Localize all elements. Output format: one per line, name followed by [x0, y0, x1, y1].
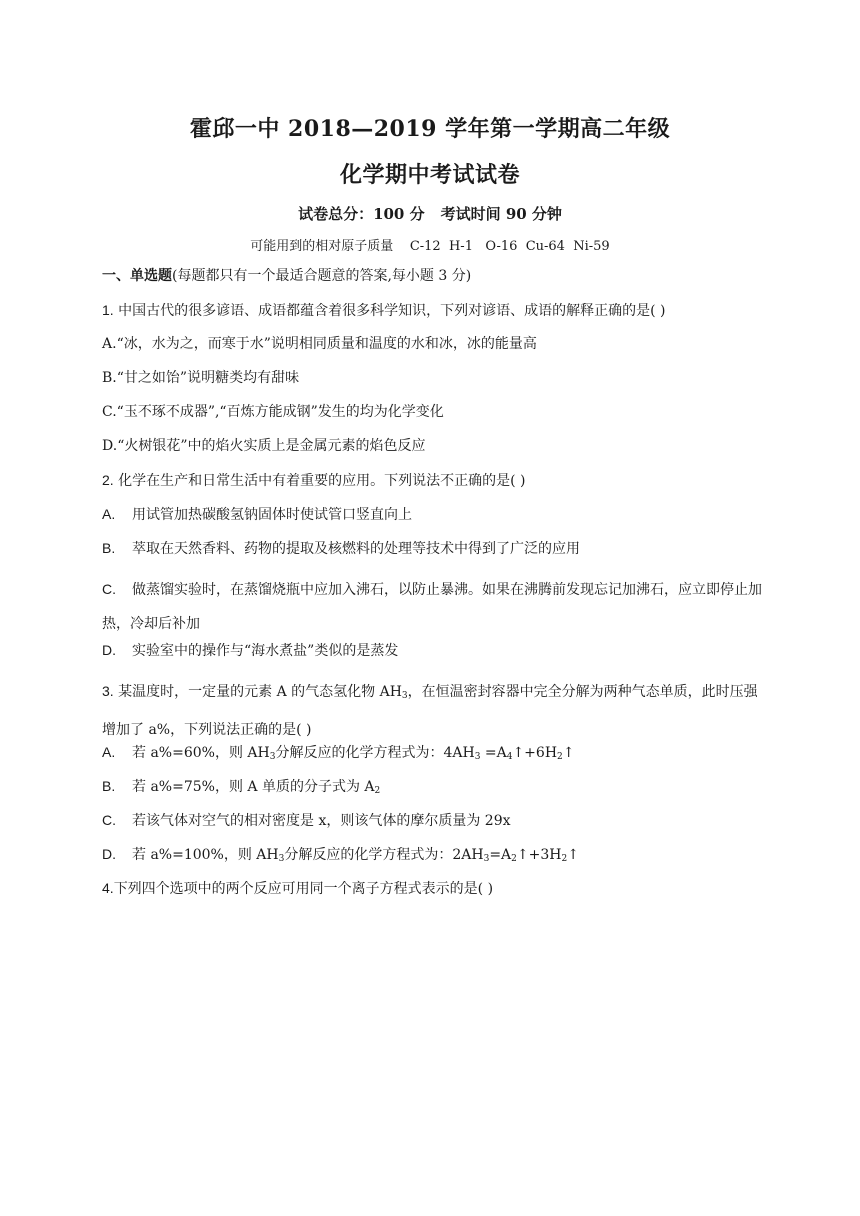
- option-letter: B.: [102, 778, 116, 794]
- total-score: 试卷总分：100 分: [298, 205, 425, 223]
- option-text: 萃取在天然香料、药物的提取及核燃料的处理等技术中得到了广泛的应用: [132, 541, 580, 557]
- atomic-masses: 可能用到的相对原子质量 C-12 H-1 O-16 Cu-64 Ni-59: [250, 239, 610, 254]
- question-3-stem: [102, 674, 770, 747]
- question-1-option-a: [102, 334, 770, 354]
- question-number: 2.: [102, 472, 114, 488]
- subscript: 3: [483, 854, 490, 864]
- question-number: 4.: [102, 880, 114, 896]
- option-text: 实验室中的操作与“海水煮盐”类似的是蒸发: [132, 643, 399, 659]
- question-1-option-c: [102, 402, 770, 422]
- question-2-stem: [102, 470, 770, 491]
- question-3-option-d: [102, 844, 770, 869]
- subscript: 3: [474, 752, 481, 762]
- subscript: 3: [269, 752, 276, 762]
- question-text: 中国古代的很多谚语、成语都蕴含着很多科学知识，下列对谚语、成语的解释正确的是( ): [113, 303, 666, 319]
- option-letter: B.: [102, 370, 117, 386]
- option-letter: A.: [102, 744, 116, 760]
- option-text: 若该气体对空气的相对密度是 x，则该气体的摩尔质量为 29x: [132, 813, 511, 829]
- option-text: 分解反应的化学方程式为：2AH: [284, 847, 484, 863]
- section-title: 一、单选题: [102, 268, 172, 284]
- question-3-option-c: [102, 810, 770, 831]
- section-heading: [102, 266, 770, 286]
- question-1-option-b: [102, 368, 770, 388]
- subscript: 4: [506, 752, 513, 762]
- option-text: “冰，水为之，而寒于水”说明相同质量和温度的水和冰，冰的能量高: [116, 336, 537, 352]
- option-text: =A: [489, 847, 512, 863]
- question-text: 下列四个选项中的两个反应可用同一个离子方程式表示的是( ): [113, 881, 494, 897]
- option-text: “火树银花”中的焰火实质上是金属元素的焰色反应: [117, 438, 426, 454]
- option-letter: A.: [102, 336, 117, 352]
- subscript: 2: [561, 854, 568, 864]
- section-note: (每题都只有一个最适合题意的答案,每小题 3 分): [172, 268, 472, 284]
- question-2-option-c: [102, 572, 770, 641]
- question-2-option-b: [102, 538, 770, 559]
- option-letter: C.: [102, 812, 116, 828]
- subscript: 3: [401, 691, 408, 701]
- option-letter: A.: [102, 506, 116, 522]
- subscript: 2: [374, 786, 381, 796]
- option-text: 若 a%=100%，则 AH: [132, 847, 279, 863]
- exam-title-line1: 霍邱一中 2018—2019 学年第一学期高二年级: [189, 116, 671, 142]
- option-text: “玉不琢不成器”,“百炼方能成钢”发生的均为化学变化: [116, 404, 444, 420]
- option-letter: C.: [102, 404, 117, 420]
- question-4-stem: [102, 878, 770, 899]
- option-text: 做蒸馏实验时，在蒸馏烧瓶中应加入沸石，以防止暴沸。如果在沸腾前发现忘记加沸石，应立即停止加热，冷却后补加: [102, 582, 762, 632]
- question-text: 某温度时，一定量的元素 A 的气态氢化物 AH: [113, 684, 402, 700]
- question-1-stem: [102, 300, 770, 321]
- subscript: 2: [557, 752, 563, 762]
- exam-meta: [0, 203, 860, 224]
- option-letter: B.: [102, 540, 116, 556]
- question-3-option-a: [102, 742, 770, 767]
- question-2-option-d: [102, 640, 770, 661]
- option-letter: D.: [102, 846, 116, 862]
- option-text: ↑+3H: [516, 847, 562, 863]
- option-text: “甘之如饴”说明糖类均有甜味: [116, 370, 300, 386]
- question-number: 3.: [102, 683, 114, 699]
- question-number: 1.: [102, 302, 114, 318]
- option-text: =A: [480, 745, 507, 761]
- option-text: ↑: [562, 745, 575, 761]
- subscript: 2: [511, 854, 517, 864]
- option-letter: D.: [102, 642, 116, 658]
- exam-time: 考试时间 90 分钟: [440, 205, 562, 223]
- question-text: 化学在生产和日常生活中有着重要的应用。下列说法不正确的是( ): [113, 473, 526, 489]
- option-letter: D.: [102, 438, 118, 454]
- question-3-option-b: [102, 776, 770, 801]
- subscript: 3: [278, 854, 285, 864]
- exam-title-line2: 化学期中考试试卷: [339, 162, 520, 188]
- option-text: 若 a%=60%，则 AH: [132, 745, 270, 761]
- option-letter: C.: [102, 581, 116, 597]
- option-text: 分解反应的化学方程式为：4AH: [275, 745, 475, 761]
- option-text: 若 a%=75%，则 A 单质的分子式为 A: [132, 779, 375, 795]
- question-text: ，在恒温密封容器中完全分解为两种气态单质，此时压强增加了 a%，下列说法正确的是( ): [102, 684, 758, 738]
- question-2-option-a: [102, 504, 770, 525]
- option-text: 用试管加热碳酸氢钠固体时使试管口竖直向上: [132, 507, 412, 523]
- option-text: ↑: [567, 847, 579, 863]
- question-1-option-d: [102, 436, 770, 456]
- option-text: ↑+6H: [512, 745, 558, 761]
